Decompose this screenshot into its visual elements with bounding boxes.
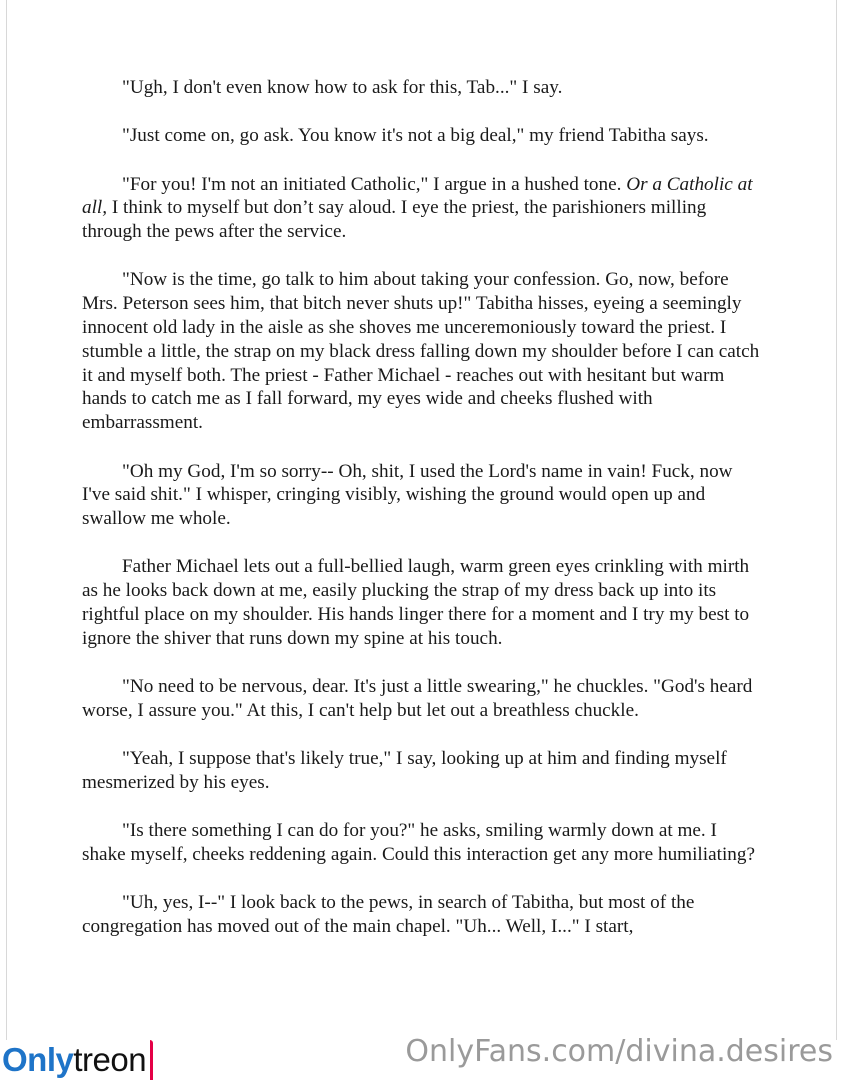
page-edge-left [6, 0, 7, 1040]
onlytreon-watermark-logo [0, 1040, 153, 1080]
story-text [82, 76, 762, 939]
page-edge-right [836, 0, 837, 1040]
paragraph-italic-text: Or a Catholic at all, [82, 173, 753, 219]
paragraph-text: "For you! I'm not an initiated Catholic," I argue in a hushed tone. [122, 173, 627, 195]
logo-text-only: Only [2, 1041, 74, 1078]
paragraph: Father Michael lets out a full-bellied laugh, warm green eyes crinkling with mirth as he looks back down at me, easily plucking the strap of my dress back up into its rightful place on my shoulder. His hands linger there for a moment and I try my best to ignore the shiver that runs down my spine at his touch. [82, 556, 750, 649]
paragraph [82, 173, 762, 244]
paragraph: "No need to be nervous, dear. It's just a little swearing," he chuckles. "God's heard worse, I assure you." At this, I can't help but let out a breathless chuckle. [82, 676, 753, 721]
source-url-watermark: OnlyFans.com/divina.desires [405, 1034, 833, 1069]
paragraph: "Is there something I can do for you?" he asks, smiling warmly down at me. I shake myself, cheeks reddening again. Could this interaction get any more humiliating? [82, 820, 755, 866]
paragraph-text: I think to myself but don’t say aloud. I eye the priest, the parishioners milling through the pews after the service. [82, 197, 707, 243]
paragraph: "Ugh, I don't even know how to ask for this, Tab..." I say. [122, 77, 563, 98]
logo-text-treon: treon [73, 1041, 147, 1078]
paragraph: "Oh my God, I'm so sorry-- Oh, shit, I used the Lord's name in vain! Fuck, now I've said shit." I whisper, cringing visibly, wishing the ground would open up and swallow me whole. [82, 460, 733, 530]
paragraph: "Yeah, I suppose that's likely true," I say, looking up at him and finding myself mesmerized by his eyes. [82, 748, 727, 794]
paragraph: "Now is the time, go talk to him about taking your confession. Go, now, before Mrs. Peterson sees him, that bitch never shuts up!" Tabitha hisses, eyeing a seemingly innocent old lady in the aisle as she shoves me unceremoniously toward the priest. I stumble a little, the strap on my black dress falling down my shoulder before I can catch it and myself both. The priest - Father Michael - reaches out with hesitant but warm hands to catch me as I fall forward, my eyes wide and cheeks flushed with embarrassment. [82, 269, 760, 434]
paragraph: "Just come on, go ask. You know it's not a big deal," my friend Tabitha says. [122, 125, 709, 147]
paragraph: "Uh, yes, I--" I look back to the pews, in search of Tabitha, but most of the congregation has moved out of the main chapel. "Uh... Well, I..." I start, [82, 892, 695, 938]
